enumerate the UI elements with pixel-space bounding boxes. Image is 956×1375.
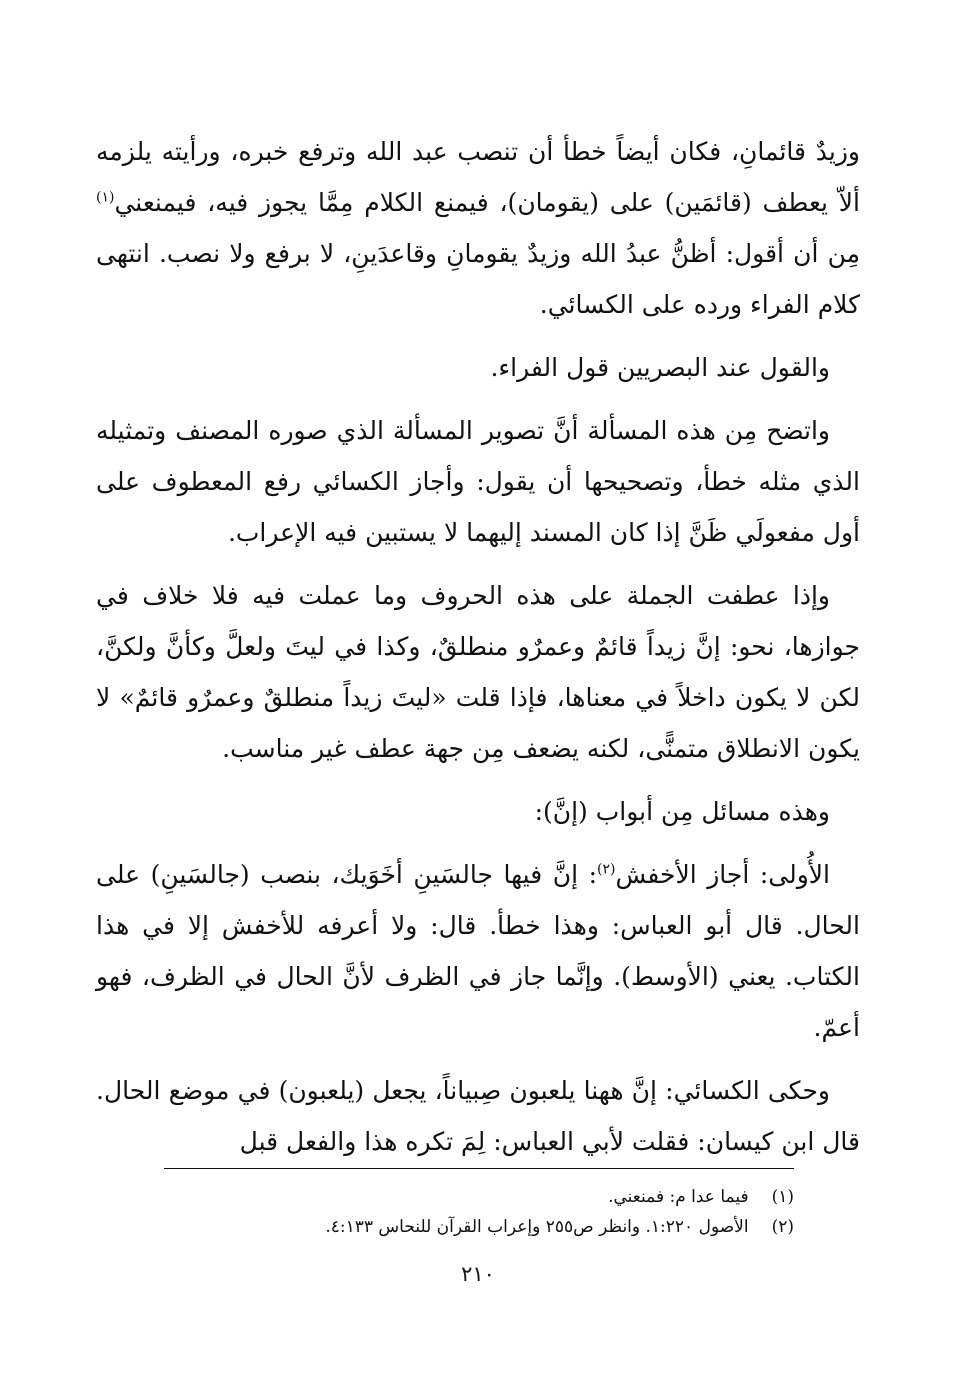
paragraph-1-end: مِن أن أقول: أظنُّ عبدُ الله وزيدٌ يقومانِ وقاعدَينِ، لا برفع ولا نصب. انتهى كلام الفراء ورده على الكسائي. [96, 239, 860, 319]
paragraph-1 [96, 126, 860, 330]
main-text [96, 126, 860, 1179]
paragraph-3: واتضح مِن هذه المسألة أنَّ تصوير المسألة الذي صوره المصنف وتمثيله الذي مثله خطأ، وتصحيحها أن يقول: وأجاز الكسائي رفع المعطوف على أول مفعولَي ظَنَّ إذا كان المسند إليهما لا يستبين فيه الإعراب. [96, 416, 860, 547]
paragraph-7: وحكى الكسائي: إنَّ ههنا يلعبون صِبياناً، يجعل (يلعبون) في موضع الحال. قال ابن كيسان: فقلت لأبي العباس: لِمَ تكره هذا والفعل قبل [96, 1076, 860, 1156]
footnote-ref-1[interactable]: (١) [96, 189, 115, 206]
footnote-1 [96, 1182, 794, 1212]
paragraph-2: والقول عند البصريين قول الفراء. [490, 353, 830, 382]
page-number: ٢١٠ [461, 1262, 495, 1286]
paragraph-5: وهذه مسائل مِن أبواب (إنَّ): [534, 797, 830, 826]
paragraph-6 [96, 849, 860, 1053]
footnote-ref-2[interactable]: (٢) [597, 861, 616, 878]
footnote-2 [96, 1212, 794, 1242]
footnote-text: الأصول ١:٢٢٠. وانظر ص٢٥٥ وإعراب القرآن للنحاس ٤:١٣٣. [325, 1217, 749, 1237]
footnote-text: فيما عدا م: فمنعني. [608, 1187, 749, 1207]
paragraph-1-start: وزيدٌ قائمانِ، فكان أيضاً خطأ أن تنصب عبد الله وترفع خبره، ورأيته يلزمه ألاّ يعطف (قائمَين) على (يقومان)، فيمنع الكلام مِمَّا يجوز فيه، فيمنعني [96, 137, 860, 217]
paragraph-6-end: : إنَّ فيها جالسَينِ أخَوَيك، بنصب (جالسَينِ) على الحال. قال أبو العباس: وهذا خطأ. قال: ولا أعرفه للأخفش إلا في هذا الكتاب. يعني (الأوسط). وإنَّما جاز في الظرف لأنَّ الحال في الظرف، فهو أعمّ. [96, 860, 860, 1042]
footnote-number: (٢) [771, 1217, 794, 1237]
footnote-number: (١) [771, 1187, 794, 1207]
paragraph-6-start: الأُولى: أجاز الأخفش [615, 860, 830, 889]
paragraph-4: وإذا عطفت الجملة على هذه الحروف وما عملت فيه فلا خلاف في جوازها، نحو: إنَّ زيداً قائمٌ وعمرٌو منطلقٌ، وكذا في ليتَ ولعلَّ وكأنَّ ولكنَّ، لكن لا يكون داخلاً في معناها، فإذا قلت «ليتَ زيداً منطلقٌ وعمرٌو قائمٌ» لا يكون الانطلاق متمنًّى، لكنه يضعف مِن جهة عطف غير مناسب. [96, 581, 860, 763]
footnotes [96, 1182, 794, 1242]
footnote-separator [164, 1168, 794, 1169]
